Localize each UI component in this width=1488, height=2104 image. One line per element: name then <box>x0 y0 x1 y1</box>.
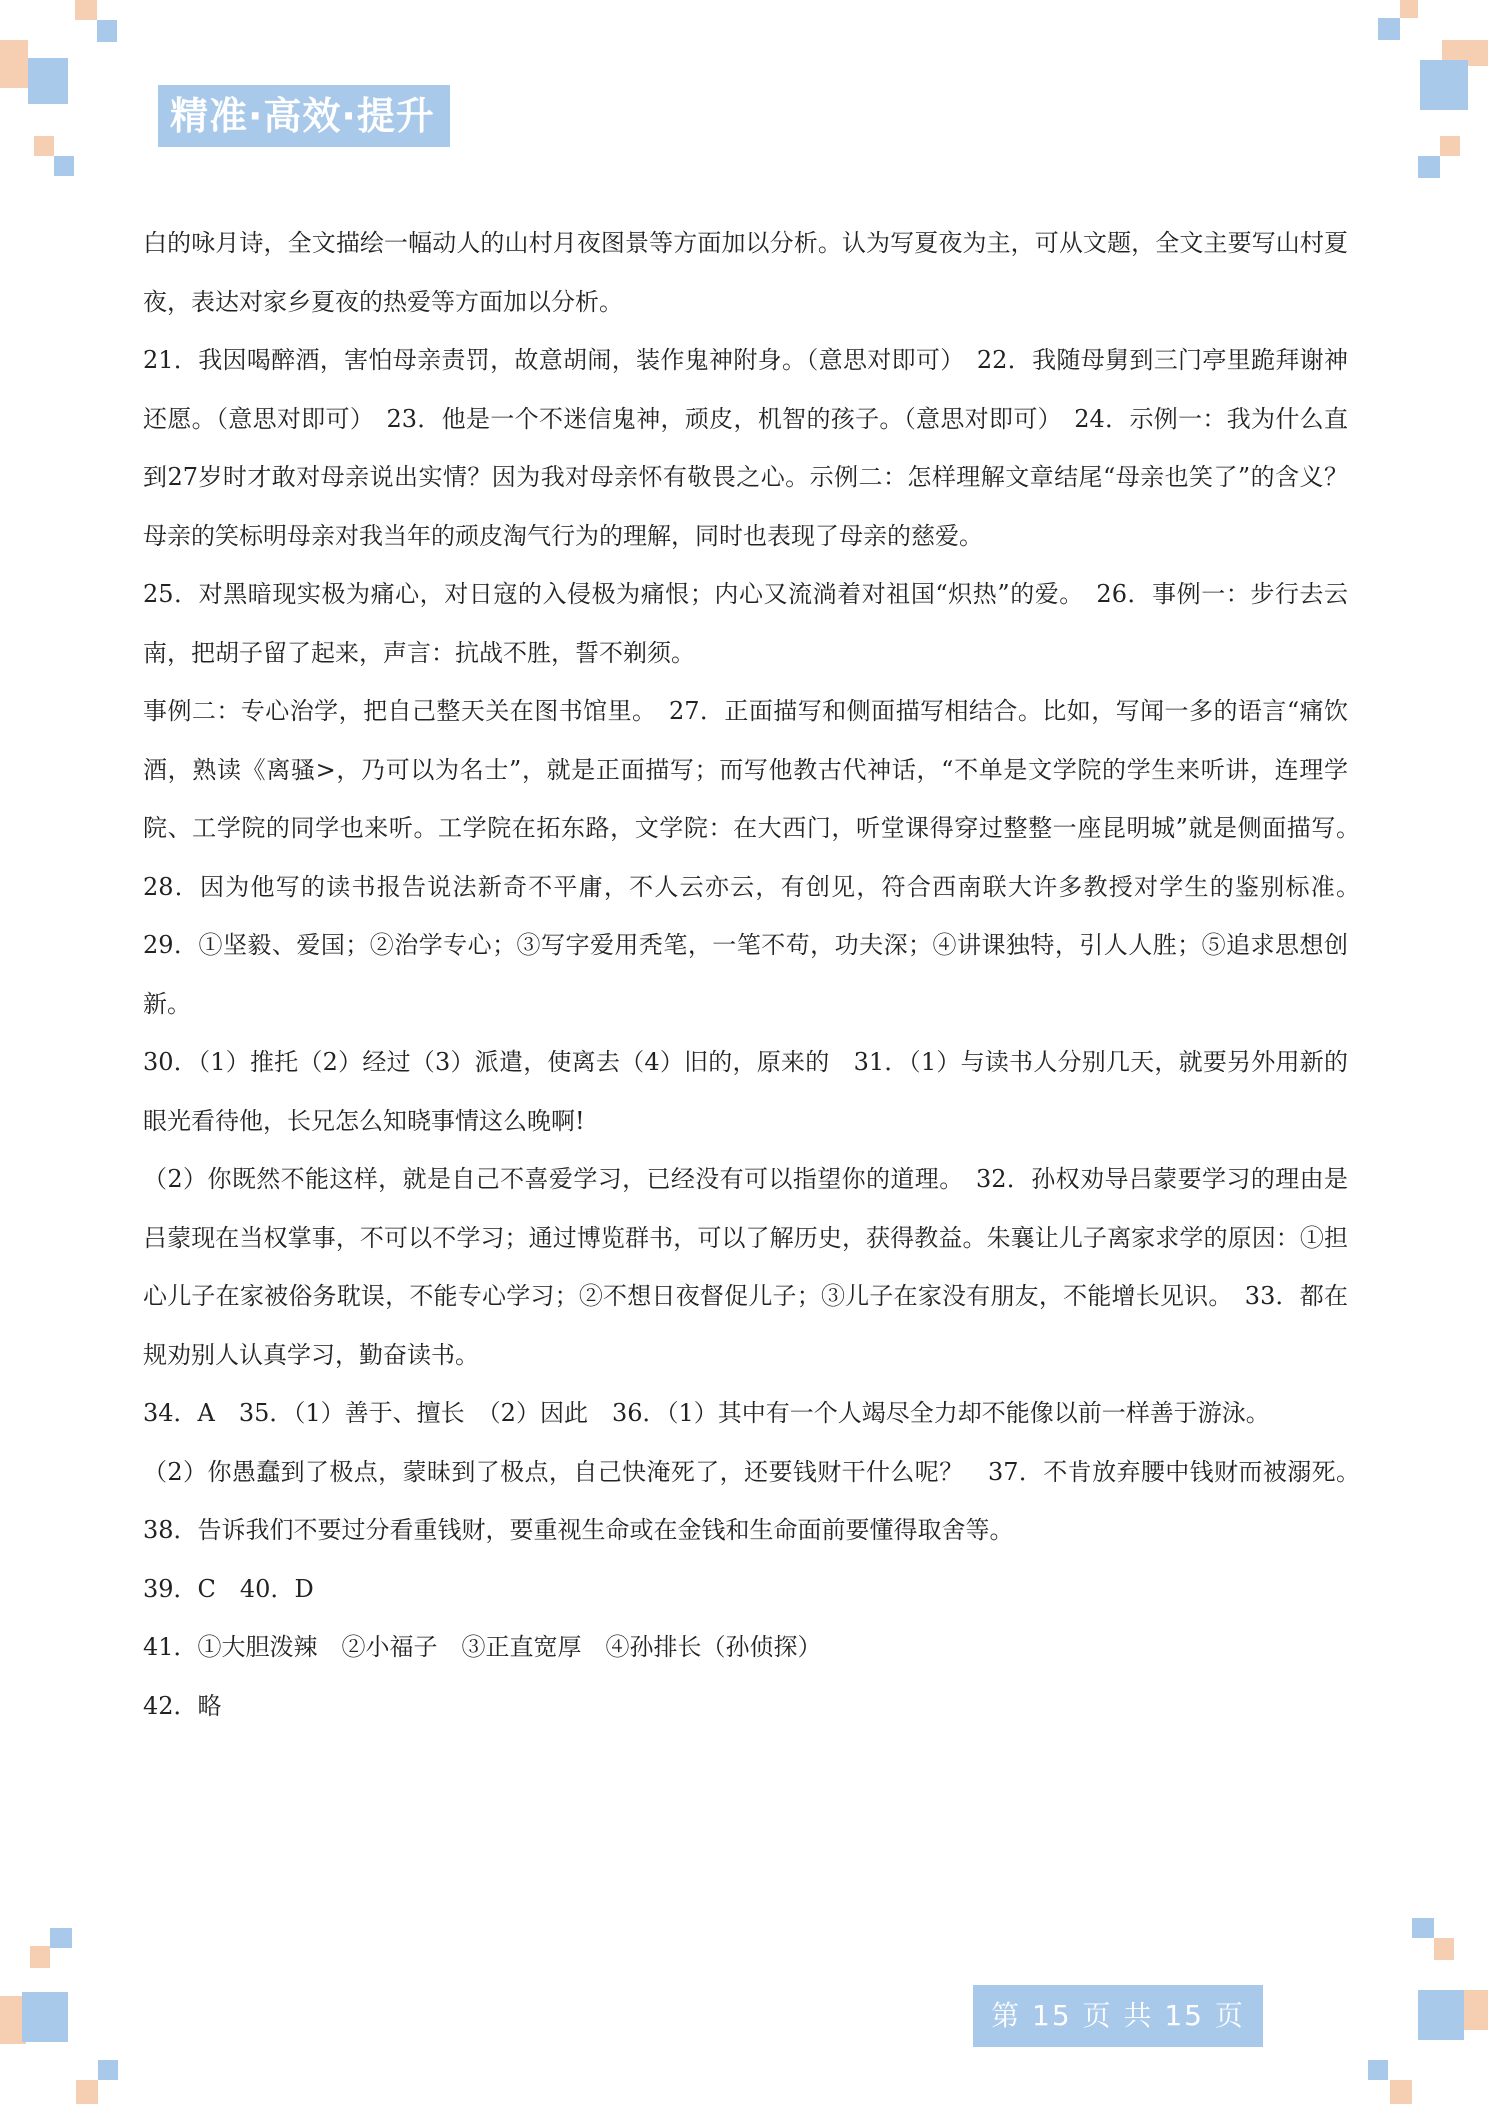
header-badge: 精准·高效·提升 <box>158 85 450 147</box>
answer-paragraph: 42．略 <box>143 1691 222 1720</box>
answer-paragraph: 34．A 35．（1）善于、擅长 （2）因此 36．（1）其中有一个人竭尽全力却不能像以前一样善于游泳。 <box>143 1399 1270 1427</box>
answer-paragraph: 25．对黑暗现实极为痛心，对日寇的入侵极为痛恨；内心又流淌着对祖国“炽热”的爱。 26．事例一：步行去云南，把胡子留了起来，声言：抗战不胜，誓不剃须。 <box>143 580 1348 667</box>
corner-decoration <box>1378 18 1400 40</box>
corner-decoration <box>1412 1918 1434 1938</box>
answer-paragraph: 41．①大胆泼辣 ②小福子 ③正直宽厚 ④孙排长（孙侦探） <box>143 1633 822 1661</box>
corner-decoration <box>1420 60 1468 110</box>
answer-paragraph: 21．我因喝醉酒，害怕母亲责罚，故意胡闹，装作鬼神附身。（意思对即可） 22．我随母舅到三门亭里跪拜谢神还愿。（意思对即可） 23．他是一个不迷信鬼神，顽皮，机智的孩子。（意思对即可） 24．示例一：我为什么直到27岁时才敢对母亲说出实情？因为我对母亲怀有敬畏之心。示例二：怎样理解文章结尾“母亲也笑了”的含义？母亲的笑标明母亲对我当年的顽皮淘气行为的理解，同时也表现了母亲的慈爱。 <box>143 346 1348 550</box>
corner-decoration <box>1418 156 1440 178</box>
corner-decoration <box>54 156 74 176</box>
answer-paragraph: 39．C 40．D <box>143 1574 314 1603</box>
answer-paragraph: 30．（1）推托（2）经过（3）派遣，使离去（4）旧的，原来的 31．（1）与读书人分别几天，就要另外用新的眼光看待他，长兄怎么知晓事情这么晚啊! <box>143 1048 1348 1135</box>
corner-decoration <box>1434 1938 1454 1960</box>
corner-decoration <box>75 0 97 20</box>
corner-decoration <box>97 20 117 42</box>
corner-decoration <box>50 1928 72 1948</box>
corner-decoration <box>28 58 68 104</box>
corner-decoration <box>0 40 28 88</box>
corner-decoration <box>1390 2080 1412 2104</box>
corner-decoration <box>1440 136 1460 156</box>
corner-decoration <box>34 136 54 156</box>
answer-paragraph: （2）你既然不能这样，就是自己不喜爱学习，已经没有可以指望你的道理。 32．孙权劝导吕蒙要学习的理由是吕蒙现在当权掌事，不可以不学习；通过博览群书，可以了解历史，获得教益。朱襄让儿子离家求学的原因：①担心儿子在家被俗务耽误，不能专心学习；②不想日夜督促儿子；③儿子在家没有朋友，不能增长见识。 33．都在规劝别人认真学习，勤奋读书。 <box>143 1165 1348 1369</box>
answer-paragraph: （2）你愚蠢到了极点，蒙昧到了极点，自己快淹死了，还要钱财干什么呢？ 37．不肯放弃腰中钱财而被溺死。 38．告诉我们不要过分看重钱财，要重视生命或在金钱和生命面前要懂得取舍等。 <box>143 1457 1372 1544</box>
answer-paragraph: 白的咏月诗，全文描绘一幅动人的山村月夜图景等方面加以分析。认为写夏夜为主，可从文题，全文主要写山村夏夜，表达对家乡夏夜的热爱等方面加以分析。 <box>143 229 1348 316</box>
corner-decoration <box>1400 0 1418 18</box>
corner-decoration <box>76 2080 98 2104</box>
answer-paragraph: 事例二：专心治学，把自己整天关在图书馆里。 27．正面描写和侧面描写相结合。比如，写闻一多的语言“痛饮酒，熟读《离骚>，乃可以为名士”，就是正面描写；而写他教古代神话，“不单是文学院的学生来听讲，连理学院、工学院的同学也来听。工学院在拓东路，文学院：在大西门，听堂课得穿过整整一座昆明城”就是侧面描写。 28．因为他写的读书报告说法新奇不平庸，不人云亦云，有创见，符合西南联大许多教授对学生的鉴别标准。 29．①坚毅、爱国；②治学专心；③写字爱用秃笔，一笔不苟，功夫深；④讲课独特，引人人胜；⑤追求思想创新。 <box>143 697 1372 1018</box>
corner-decoration <box>22 1992 68 2042</box>
corner-decoration <box>1368 2060 1388 2080</box>
corner-decoration <box>1418 1990 1464 2040</box>
answer-content <box>143 214 1372 1735</box>
page-number-badge: 第 15 页 共 15 页 <box>973 1985 1263 2047</box>
corner-decoration <box>98 2060 118 2080</box>
corner-decoration <box>30 1946 50 1968</box>
